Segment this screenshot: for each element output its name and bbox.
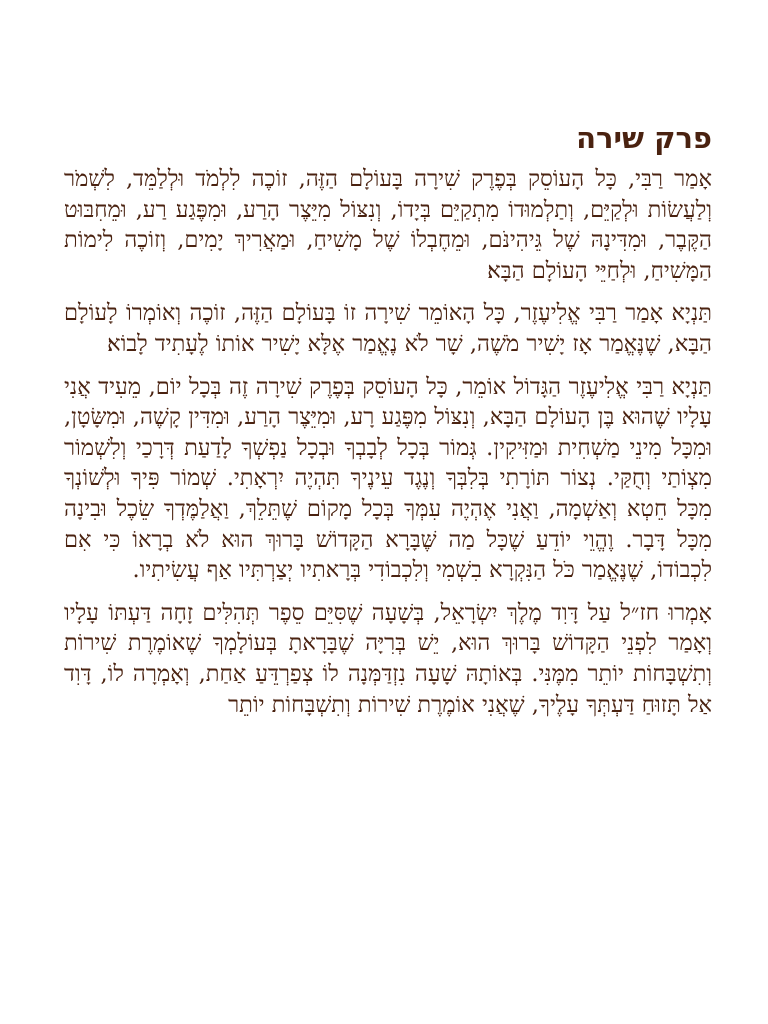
page-title: פרק שירה [576,121,712,155]
paragraph-3: תַּנְיָא רַבִּי אֱלִיעֶזֶר הַגָּדוֹל אוֹמֵר, כָּל הָעוֹסֵק בְּפֶרֶק שִׁירָה זֶה בְּכָל יוֹם, מֵעִיד אֲנִי עָלָיו שֶׁהוּא בֶּן הָעוֹלָם הַבָּא, וְנִצּוֹל מִפֶּגַע רָע, וּמִיֵּצֶר הָרַע, וּמִדִּין קָשֶׁה, וּמִשָּׂטָן, וּמִכָּל מִינֵי מַשְׁחִית וּמַזִּיקִין. גְּמוֹר בְּכָל לְבָבְךָ וּבְכָל נַפְשְׁךָ לָדַעַת דְּרָכַי וְלִשְׁמוֹר מִצְוֹתַי וְחֻקַּי. נְצוֹר תּוֹרָתִי בְּלִבְּךָ וְנֶגֶד עֵינֶיךָ תִּהְיֶה יִרְאָתִי. שְׁמוֹר פִּיךָ וּלְשׁוֹנְךָ מִכָּל חֵטְא וְאַשְׁמָה, וַאֲנִי אֶהְיֶה עִמְּךָ בְּכָל מָקוֹם שֶׁתֵּלֵךְ, וַאֲלַמֶּדְךָ שֵׂכֶל וּבִינָה מִכָּל דָּבָר. וֶהֱוֵי יוֹדֵעַ שֶׁכָּל מַה שֶּׁבָּרָא הַקָּדוֹשׁ בָּרוּךְ הוּא לֹא בְרָאוֹ כִּי אִם לִכְבוֹדוֹ, שֶׁנֶּאֱמַר כֹּל הַנִּקְרָא בִשְׁמִי וְלִכְבוֹדִי בְּרָאתִיו יְצַרְתִּיו אַף עֲשִׂיתִיו. [64,373,712,584]
paragraph-4: אָמְרוּ חז״ל עַל דָּוִד מֶלֶךְ יִשְׂרָאֵל, בְּשָׁעָה שֶׁסִּיֵּם סֵפֶר תְּהִלִּים זָחָה דַּעְתּוֹ עָלָיו וְאָמַר לִפְנֵי הַקָּדוֹשׁ בָּרוּךְ הוּא, יֵשׁ בְּרִיָּה שֶׁבָּרָאתָ בְּעוֹלָמְךָ שֶׁאוֹמֶרֶת שִׁירוֹת וְתִשְׁבָּחוֹת יוֹתֵר מִמֶּנִּי. בְּאוֹתָהּ שָׁעָה נִזְדַּמְּנָה לוֹ צְפַרְדֵּעַ אַחַת, וְאָמְרָה לוֹ, דָּוִד אַל תָּזוּחַ דַּעְתְּךָ עָלֶיךָ, שֶׁאֲנִי אוֹמֶרֶת שִׁירוֹת וְתִשְׁבָּחוֹת יוֹתֵר [64,599,712,718]
paragraph-2: תַּנְיָא אָמַר רַבִּי אֱלִיעֶזֶר, כָּל הָאוֹמֵר שִׁירָה זוֹ בָּעוֹלָם הַזֶּה, זוֹכֶה וְאוֹמְרוֹ לָעוֹלָם הַבָּא, שֶׁנֶּאֱמַר אָז יָשִׁיר מֹשֶׁה, שָׁר לֹא נֶאֱמַר אֶלָּא יָשִׁיר אוֹתוֹ לֶעָתִיד לָבוֹא׃ [64,300,712,357]
paragraph-1: אָמַר רַבִּי, כָּל הָעוֹסֵק בְּפֶרֶק שִׁירָה בָּעוֹלָם הַזֶּה, זוֹכֶה לִלְמֹד וּלְלַמֵּד, לִשְׁמֹר וְלַעֲשׂוֹת וּלְקַיֵּם, וְתַלְמוּדוֹ מִתְקַיֵּם בְּיָדוֹ, וְנִצּוֹל מִיֵּצֶר הָרַע, וּמִפֶּגַע רַע, וּמֵחִבּוּט הַקֶּבֶר, וּמִדִּינָהּ שֶׁל גֵּיהִינֹּם, וּמֵחֶבְלוֹ שֶׁל מָשִׁיחַ, וּמַאֲרִיךְ יָמִים, וְזוֹכֶה לִימוֹת הַמָּשִׁיחַ, וּלְחַיֵּי הָעוֹלָם הַבָּא׃ [64,166,712,284]
